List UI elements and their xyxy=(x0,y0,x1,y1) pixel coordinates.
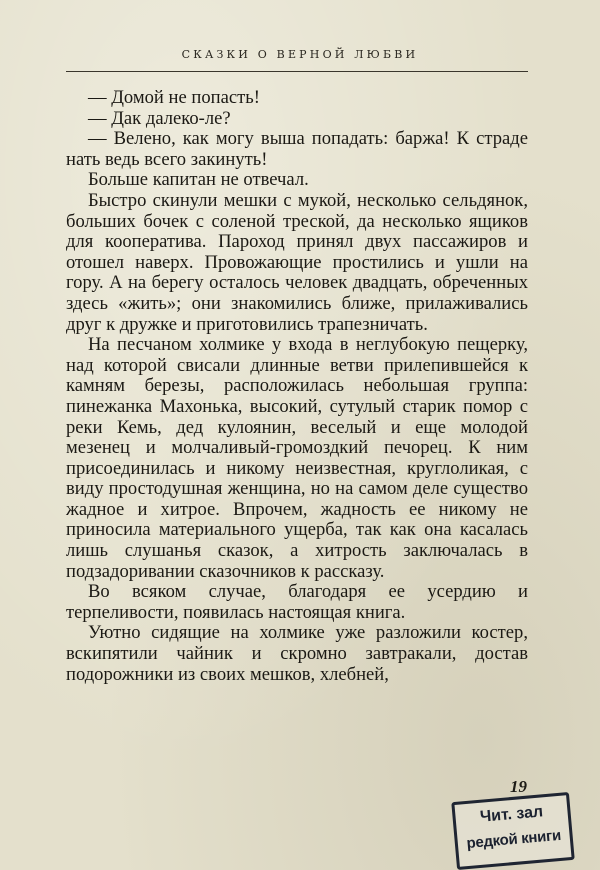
header-rule xyxy=(66,71,528,72)
stamp-line-reading-room: Чит. зал xyxy=(479,803,544,826)
paragraph: — Дак далеко-ле? xyxy=(88,107,231,129)
stamp-line-rare-books: редкой книги xyxy=(465,826,562,853)
paragraph: Во всяком случае, благодаря ее усердию и терпеливости, появилась настоящая книга. xyxy=(66,581,528,623)
paragraph: — Велено, как могу выша попадать: баржа! К страде нать ведь всего закинуть! xyxy=(66,128,528,170)
running-head: СКАЗКИ О ВЕРНОЙ ЛЮБВИ xyxy=(181,48,419,61)
paragraph: — Домой не попасть! xyxy=(88,87,260,108)
body-text xyxy=(66,88,528,685)
library-stamp xyxy=(451,792,574,870)
paragraph: Быстро скинули мешки с мукой, несколько сельдянок, больших бочек с соленой треской, да несколько ящиков для кооператива. Пароход принял двух пассажиров и отошел наверх. Провожающие простились и ушли на гору. А на берегу осталось человек двадцать, обреченных здесь «жить»; они знакомились ближе, прилаживались друг к дружке и приготовились трапезничать. xyxy=(66,189,528,335)
paragraph: Уютно сидящие на холмике уже разложили костер, вскипятили чайник и скромно завтракали, достав подорожники из своих мешков, хлебней, xyxy=(66,622,528,685)
paragraph: На песчаном холмике у входа в неглубокую пещерку, над которой свисали длинные ветви прилепившейся к камням березы, расположилась небольшая группа: пинежанка Махонька, высокий, сутулый старик помор с реки Кемь, дед кулоянин, веселый и еще молодой мезенец и молчаливый-громоздкий печорец. К ним присоединилась и никому неизвестная, круглоликая, с виду простодушная женщина, но на самом деле существо жадное и хитрое. Впрочем, жадность ее никому не приносила материального ущерба, так как она касалась лишь слушанья сказок, а хитрость заключалась в подзадоривании сказочников к рассказу. xyxy=(66,334,528,582)
page-number: 19 xyxy=(510,777,527,796)
paragraph: Больше капитан не отвечал. xyxy=(88,169,309,191)
